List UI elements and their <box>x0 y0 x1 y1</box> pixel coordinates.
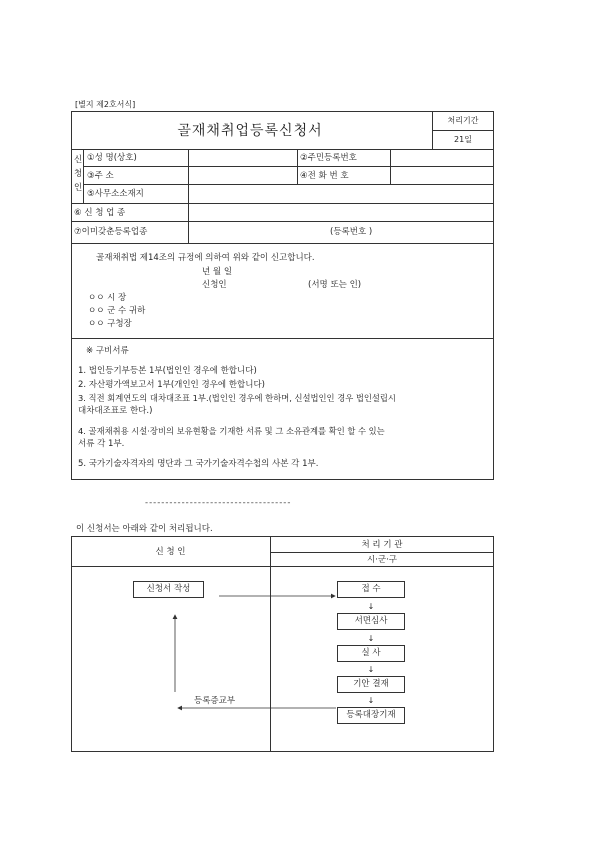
resident-no-label: ②주민등록번호 <box>300 153 357 163</box>
registered-type-label: ⑦이미갖춘등록업종 <box>74 227 148 237</box>
process-intro: 이 신청서는 아래와 같이 처리됩니다. <box>76 524 213 534</box>
business-type-label: ⑥ 신 청 업 종 <box>74 208 126 218</box>
step-label: 실 사 <box>361 648 381 658</box>
declaration-date: 년 월 일 <box>202 267 233 277</box>
down-arrow-icon: ↓ <box>367 665 375 674</box>
address-label: ③주 소 <box>87 171 114 181</box>
phone-label: ④전 화 번 호 <box>300 171 349 181</box>
step-label: 접 수 <box>361 584 381 594</box>
return-label: 등록증교부 <box>194 696 236 706</box>
applicant-step-label: 신청서 작성 <box>146 584 191 594</box>
step-label: 기안 결재 <box>353 679 389 689</box>
document-item: 2. 자산평가액보고서 1부(개인인 경우에 한합니다) <box>78 380 265 390</box>
document-item: 5. 국가기술자격자의 명단과 그 국가기술자격수첩의 사본 각 1부. <box>78 459 319 469</box>
down-arrow-icon: ↓ <box>367 602 375 611</box>
down-arrow-icon: ↓ <box>367 634 375 643</box>
document-item: 4. 골재채취용 시설·장비의 보유현황을 기재한 서류 및 그 소유관계를 확인 할 수 있는 <box>78 426 385 436</box>
agency-sub-header: 시·군·구 <box>366 555 398 565</box>
form-title: 골재채취업등록신청서 <box>177 123 323 139</box>
document-item: 3. 직전 회계연도의 대차대조표 1부.(법인인 경우에 한하며, 신설법인인 경우 법인설립시 <box>78 393 396 403</box>
agency-header: 처 리 기 관 <box>361 540 403 550</box>
document-item: 서류 각 1부. <box>78 439 125 449</box>
name-label: ①성 명(상호) <box>87 153 137 163</box>
applicant-header: 신 청 인 <box>155 547 186 557</box>
applicant-label: 신청인 <box>202 280 227 290</box>
recipient: ㅇㅇ 시 장 <box>88 293 127 303</box>
step-label: 서면심사 <box>354 616 388 626</box>
document-item: 대차대조표로 한다.) <box>78 406 153 416</box>
processing-label: 처리기간 <box>447 116 479 125</box>
side-label-char: 청 <box>74 169 83 179</box>
registration-no: (등록번호 ) <box>330 227 373 237</box>
form-label: [별지 제2호서식] <box>75 100 136 109</box>
down-arrow-icon: ↓ <box>367 696 375 705</box>
recipient: ㅇㅇ 구청장 <box>88 319 132 329</box>
cut-line: ------------------------------------ <box>145 498 292 508</box>
recipient: ㅇㅇ 군 수 귀하 <box>88 306 146 316</box>
side-label-char: 신 <box>74 155 83 165</box>
processing-value: 21일 <box>454 135 472 144</box>
document-item: 1. 법인등기부등본 1부(법인인 경우에 한합니다) <box>78 366 257 376</box>
signature-label: (서명 또는 인) <box>308 280 362 290</box>
office-label: ⑤사무소소재지 <box>87 189 144 199</box>
step-label: 등록대장기재 <box>346 710 396 720</box>
side-label-char: 인 <box>74 183 83 193</box>
declaration-text: 골재채취법 제14조의 규정에 의하여 위와 같이 신고합니다. <box>96 253 315 263</box>
documents-header: ※ 구비서류 <box>86 346 129 356</box>
